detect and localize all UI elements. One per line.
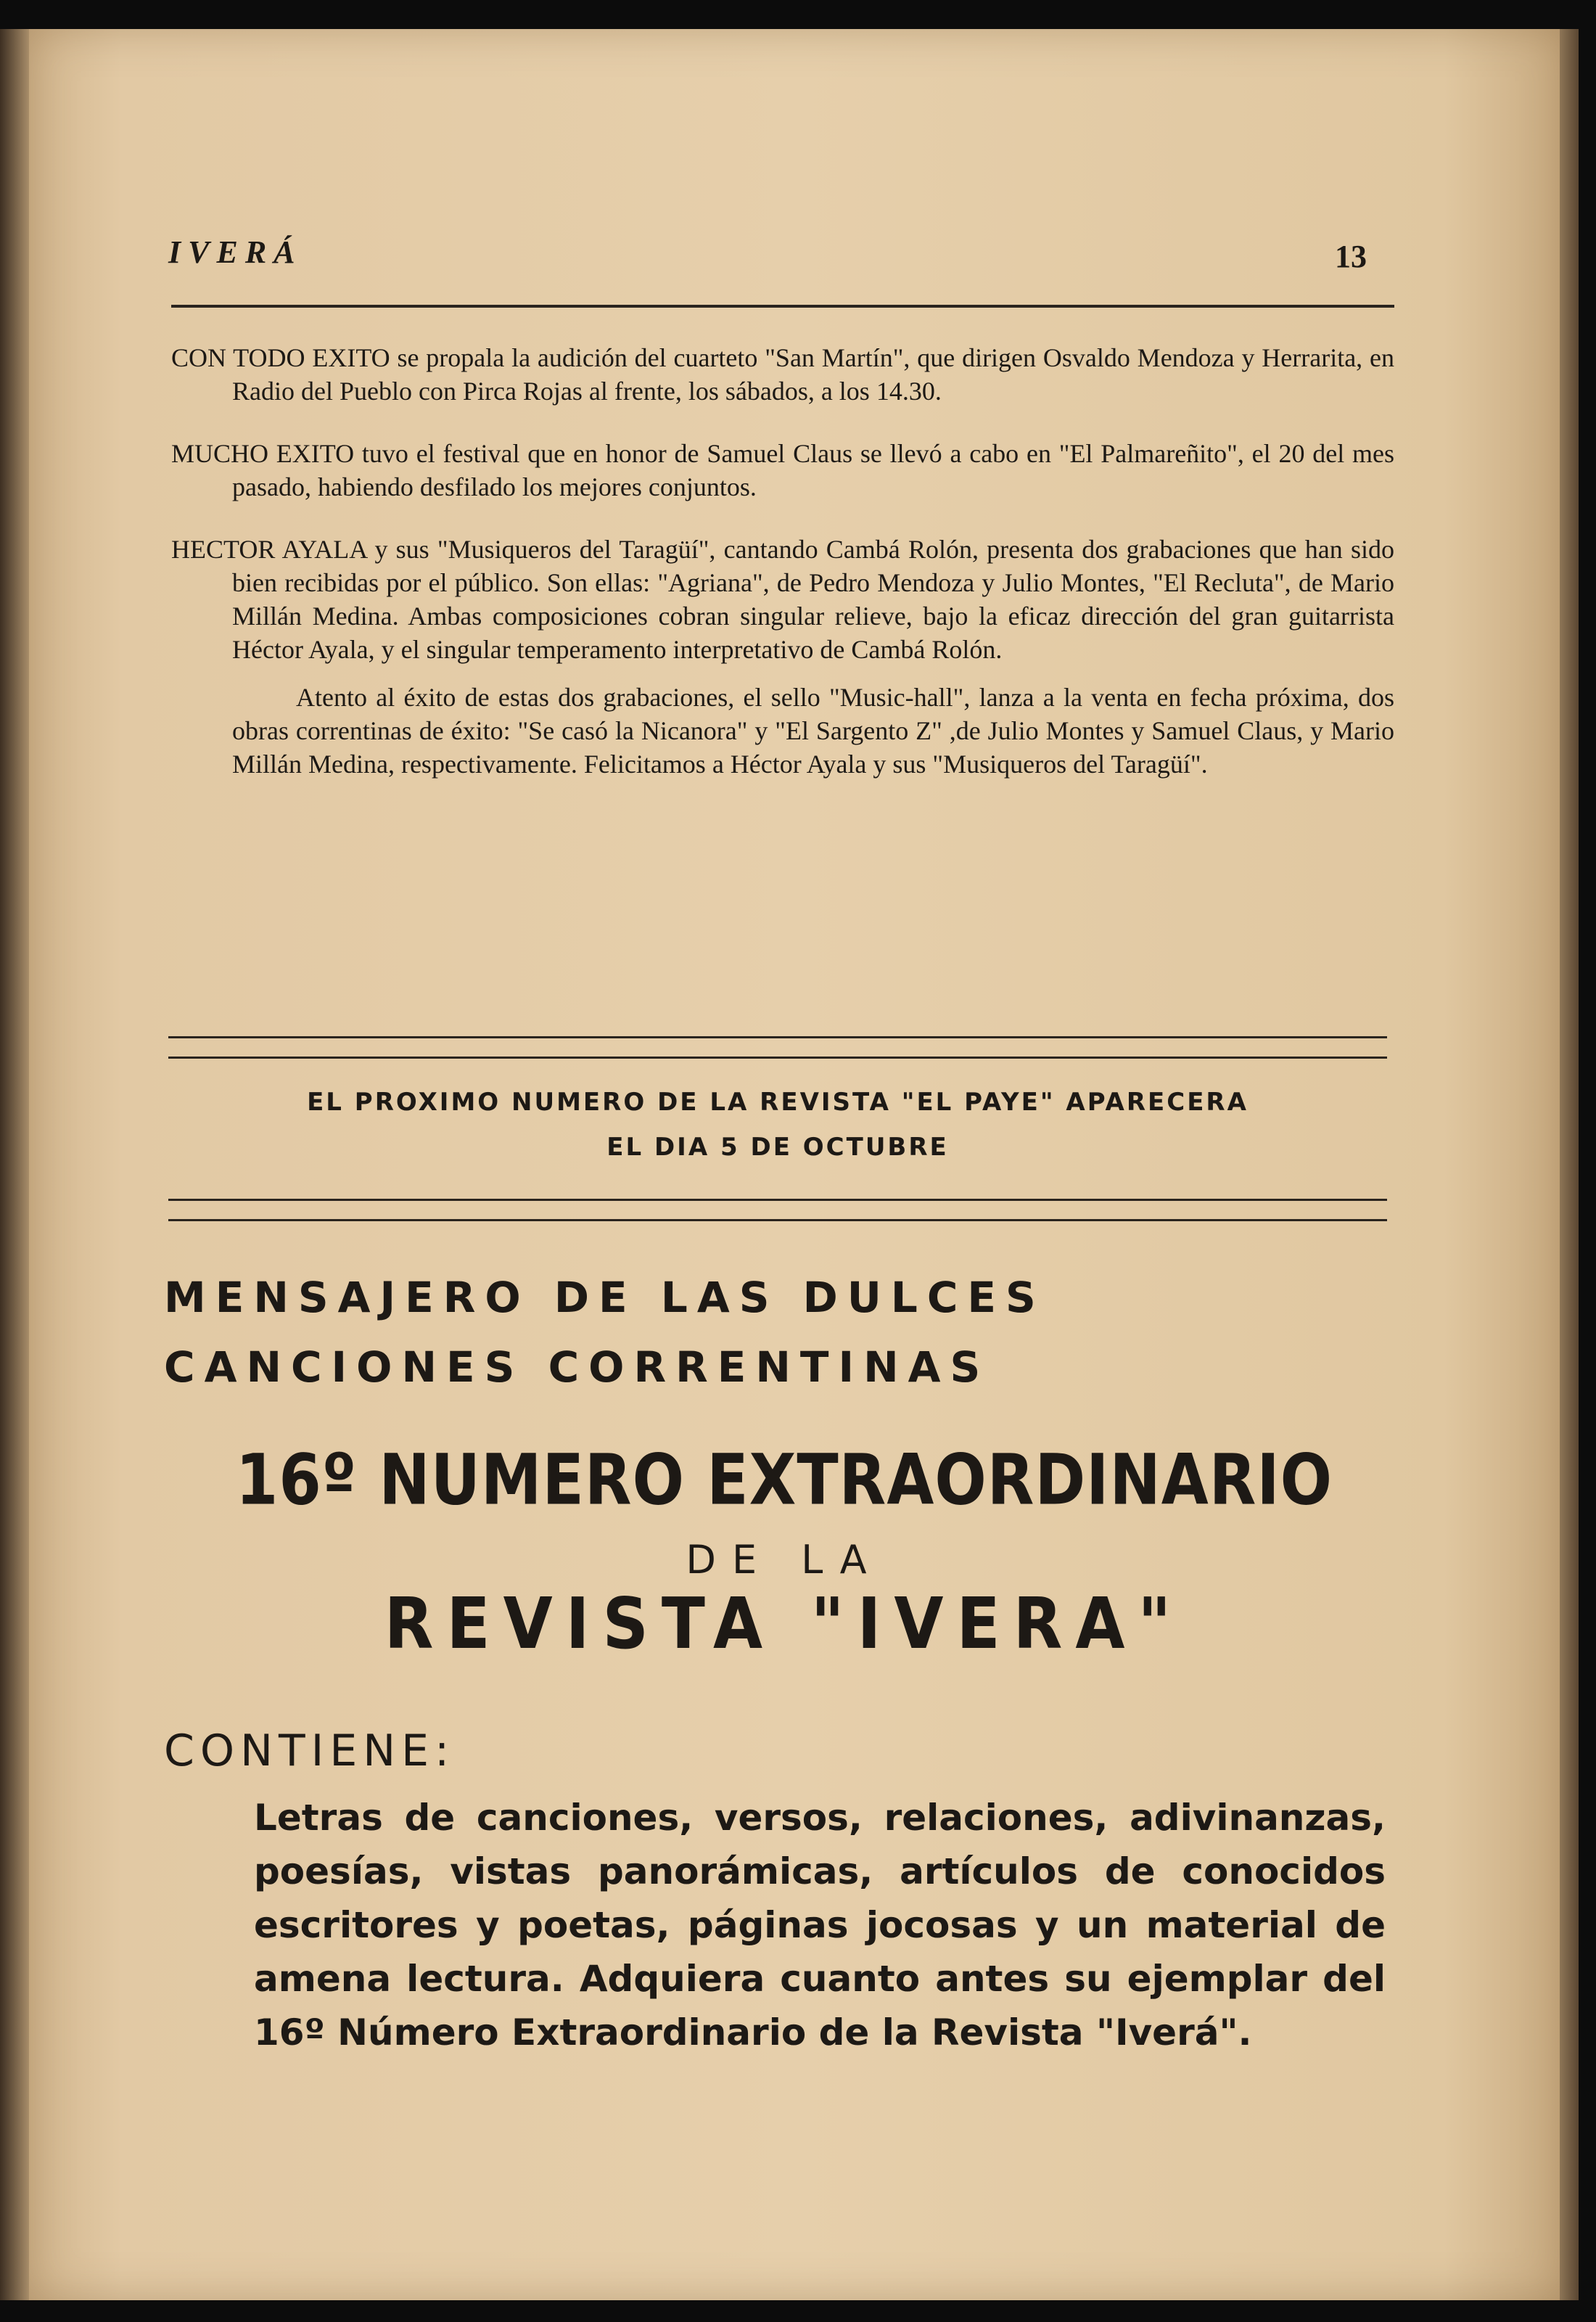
de-la-label: DE LA (686, 1537, 883, 1583)
running-header-title: IVERÁ (168, 234, 303, 270)
revista-ivera-title: REVISTA "IVERA" (384, 1582, 1185, 1665)
contiene-body: Letras de canciones, versos, relaciones, adivinanzas, poesías, vistas panorámicas, artículos de conocidos escritores y poetas, páginas jocosas y un material de amena lectura. Adquiera cuanto antes su ejemplar del 16º Número Extraordinario de la Revista "Iverá". (254, 1797, 1386, 2054)
news-item-hector-ayala: HECTOR AYALA y sus "Musiqueros del Taragüí", cantando Cambá Rolón, presenta dos grabaciones que han sido bien recibidas por el público. Son ellas: "Agriana", de Pedro Mendoza y Julio Montes, "El Recluta", de Mario Millán Medina. Ambas composiciones cobran singular relieve, bajo la eficaz dirección del gran guitarrista Héctor Ayala, y el singular temperamento interpretativo de Cambá Rolón. (171, 535, 1394, 664)
next-issue-notice (168, 1080, 1387, 1170)
notice-line-1: EL PROXIMO NUMERO DE LA REVISTA "EL PAYE" APARECERA (307, 1088, 1249, 1117)
mensajero-heading (164, 1263, 1045, 1402)
extraordinary-issue-title: 16º NUMERO EXTRAORDINARIO (235, 1438, 1333, 1521)
page-number: 13 (1335, 239, 1367, 274)
notice-top-rule-1 (168, 1036, 1387, 1038)
mensajero-line-2: CANCIONES CORRENTINAS (164, 1342, 990, 1392)
news-item-festival: MUCHO EXITO tuvo el festival que en honor de Samuel Claus se llevó a cabo en "El Palmareñito", el 20 del mes pasado, habiendo desfilado los mejores conjuntos. (171, 439, 1394, 501)
notice-top-rule-2 (168, 1057, 1387, 1059)
contiene-label: CONTIENE: (164, 1726, 456, 1776)
page-spine-edge (1560, 29, 1579, 2300)
notice-bottom-rule-2 (168, 1219, 1387, 1221)
news-item-music-hall: Atento al éxito de estas dos grabaciones, el sello "Music-hall", lanza a la venta en fecha próxima, dos obras correntinas de éxito: "Se casó la Nicanora" y "El Sargento Z" ,de Julio Montes y Samuel Claus, y Mario Millán Medina, respectivamente. Felicitamos a Héctor Ayala y sus "Musiqueros del Taragüí". (232, 683, 1394, 779)
notice-bottom-rule-1 (168, 1199, 1387, 1201)
news-column (171, 341, 1394, 781)
notice-line-2: EL DIA 5 DE OCTUBRE (606, 1133, 949, 1162)
mensajero-line-1: MENSAJERO DE LAS DULCES (164, 1273, 1045, 1322)
header-rule (171, 305, 1394, 308)
news-item-cuarteto: CON TODO EXITO se propala la audición del cuarteto "San Martín", que dirigen Osvaldo Mendoza y Herrarita, en Radio del Pueblo con Pirca Rojas al frente, los sábados, a los 14.30. (171, 343, 1394, 406)
